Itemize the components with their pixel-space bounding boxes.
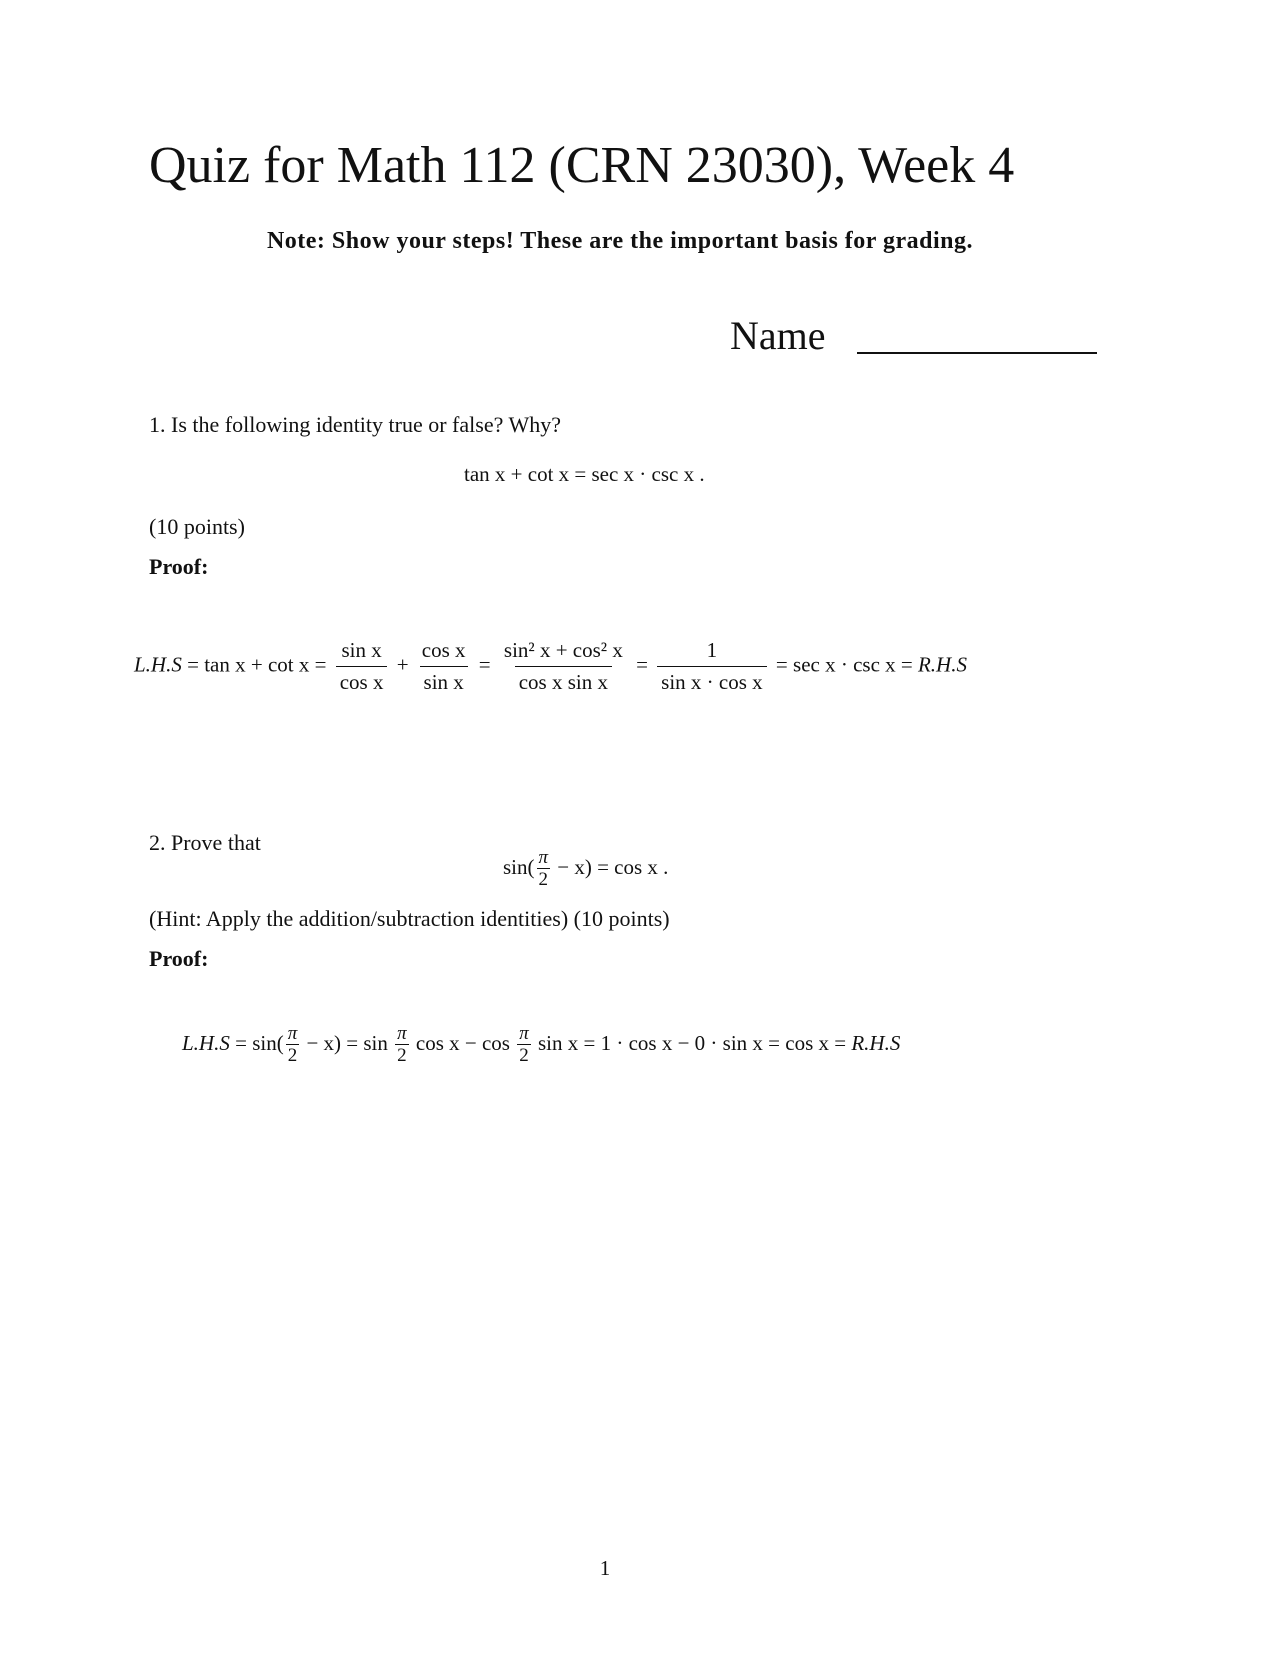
- question-2-identity: [503, 848, 668, 890]
- fraction-denominator: 2: [397, 1044, 407, 1066]
- quiz-title: Quiz for Math 112 (CRN 23030), Week 4: [149, 137, 1015, 194]
- fraction-denominator: 2: [538, 868, 548, 890]
- fraction-numerator: π: [397, 1023, 407, 1044]
- question-2-proof: [182, 1024, 900, 1066]
- fraction-denominator: cos x: [336, 666, 388, 695]
- lhs-label: L.H.S: [182, 1030, 230, 1055]
- equals-sign: =: [478, 652, 491, 677]
- fraction-pi-over-two: [537, 848, 551, 890]
- proof-2-part-4: sin x = 1 · cos x − 0 · sin x = cos x =: [537, 1030, 847, 1055]
- question-1-proof: [134, 638, 967, 695]
- proof-2-part-2: − x) = sin: [306, 1030, 388, 1055]
- fraction-sum-of-squares: [500, 638, 627, 695]
- fraction-pi-over-two: [395, 1024, 409, 1066]
- fraction-numerator: sin² x + cos² x: [503, 638, 623, 662]
- question-1-identity: tan x + cot x = sec x · csc x .: [464, 462, 705, 486]
- question-1-points: (10 points): [149, 514, 245, 539]
- question-1-prompt: 1. Is the following identity true or false? Why?: [149, 412, 561, 437]
- name-label: Name: [730, 313, 826, 358]
- fraction-numerator: 1: [706, 638, 718, 662]
- proof-2-part-3: cos x − cos: [415, 1030, 510, 1055]
- rhs-label: R.H.S: [917, 652, 967, 677]
- fraction-numerator: cos x: [421, 638, 466, 662]
- equals-sign: =: [636, 652, 648, 677]
- question-2-proof-label: Proof:: [149, 946, 209, 971]
- fraction-denominator: 2: [287, 1044, 298, 1066]
- lhs-label: L.H.S: [134, 652, 182, 677]
- fraction-numerator: π: [287, 1023, 298, 1044]
- fraction-pi-over-two: [517, 1024, 531, 1066]
- question-2-prompt: 2. Prove that: [149, 830, 261, 855]
- fraction-denominator: sin x · cos x: [657, 666, 767, 695]
- fraction-sin-over-cos: [336, 638, 388, 695]
- plus-sign: +: [396, 652, 409, 677]
- rhs-label: R.H.S: [851, 1030, 901, 1055]
- proof-1-tail: = sec x · csc x =: [775, 652, 913, 677]
- identity-sin-open: sin(: [503, 854, 535, 879]
- grading-note: Note: Show your steps! These are the important basis for grading.: [266, 228, 974, 254]
- proof-1-step-1: = tan x + cot x =: [187, 652, 327, 677]
- fraction-pi-over-two: [286, 1024, 300, 1066]
- fraction-cos-over-sin: [418, 638, 470, 695]
- name-blank-line[interactable]: [857, 352, 1097, 354]
- fraction-denominator: sin x: [420, 666, 468, 695]
- fraction-denominator: 2: [519, 1044, 529, 1066]
- question-1-proof-label: Proof:: [149, 554, 209, 579]
- fraction-numerator: π: [538, 847, 549, 868]
- fraction-numerator: sin x: [341, 638, 382, 662]
- fraction-denominator: cos x sin x: [515, 666, 612, 695]
- page-number: 1: [599, 1556, 611, 1580]
- fraction-numerator: π: [519, 1023, 529, 1044]
- proof-2-part-1: = sin(: [235, 1030, 284, 1055]
- fraction-one-over-product: [657, 638, 767, 695]
- identity-rest: − x) = cos x .: [557, 854, 669, 879]
- question-2-hint: (Hint: Apply the addition/subtraction identities) (10 points): [149, 906, 670, 931]
